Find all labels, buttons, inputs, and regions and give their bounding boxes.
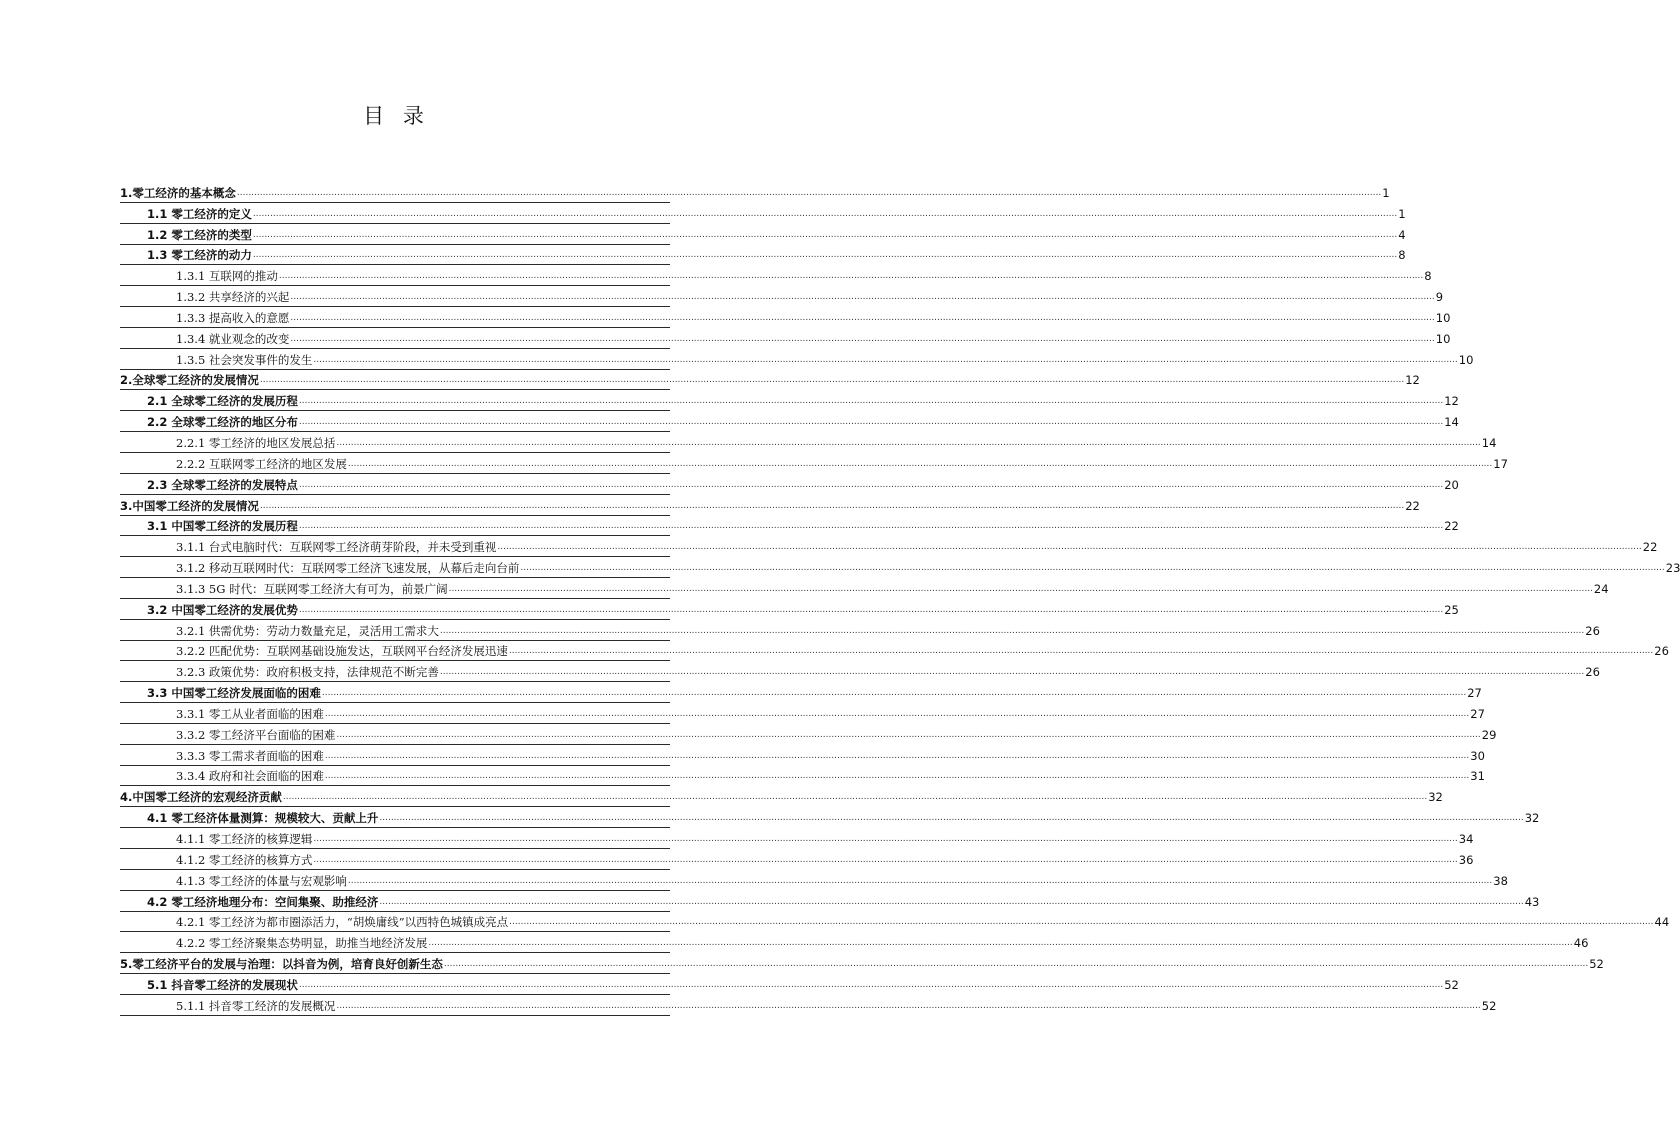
toc-leader-dots: ................................................................................................................................................................................................................................................................................................................................................................................................................ [290, 292, 1435, 303]
toc-entry-title: 5.1 抖音零工经济的发展现状 [147, 977, 298, 992]
toc-entry-title: 5.零工经济平台的发展与治理：以抖音为例，培育良好创新生态 [120, 957, 443, 972]
toc-entry[interactable] [120, 807, 1540, 828]
toc-leader-dots: ................................................................................................................................................................................................................................................................................................................................................................................................................ [313, 354, 1458, 365]
toc-entry[interactable] [120, 828, 1474, 849]
toc-entry[interactable] [120, 245, 1406, 266]
toc-leader-dots: ................................................................................................................................................................................................................................................................................................................................................................................................................ [252, 229, 1398, 240]
toc-entry[interactable] [120, 265, 1432, 286]
toc-entry[interactable] [120, 516, 1459, 537]
toc-entry-title: 4.1.1 零工经济的核算逻辑 [176, 832, 313, 846]
toc-leader-dots: ................................................................................................................................................................................................................................................................................................................................................................................................................ [298, 479, 1444, 490]
toc-leader-dots: ................................................................................................................................................................................................................................................................................................................................................................................................................ [259, 375, 1405, 386]
toc-entry[interactable] [120, 661, 1600, 682]
toc-entry[interactable] [120, 620, 1600, 641]
toc-page-number: 4 [1398, 227, 1406, 242]
toc-page-number: 32 [1524, 811, 1540, 826]
toc-page-number: 27 [1467, 686, 1482, 701]
toc-page-number: 30 [1470, 748, 1485, 763]
toc-leader-dots: ................................................................................................................................................................................................................................................................................................................................................................................................................ [298, 396, 1444, 407]
toc-leader-dots: ................................................................................................................................................................................................................................................................................................................................................................................................................ [379, 813, 1524, 824]
toc-page-number: 14 [1481, 435, 1497, 450]
toc-entry[interactable] [120, 724, 1497, 745]
toc-entry-title: 4.中国零工经济的宏观经济贡献 [120, 790, 282, 805]
toc-page-number: 34 [1458, 832, 1474, 846]
toc-page-number: 8 [1398, 248, 1406, 263]
toc-page-number: 36 [1458, 852, 1474, 867]
table-of-contents [120, 182, 1680, 1016]
toc-leader-dots: ................................................................................................................................................................................................................................................................................................................................................................................................................ [443, 959, 1589, 970]
toc-leader-dots: ................................................................................................................................................................................................................................................................................................................................................................................................................ [282, 792, 1428, 803]
toc-entry-title: 3.3.4 政府和社会面临的困难 [176, 769, 324, 784]
toc-page-number: 20 [1444, 477, 1459, 492]
toc-entry[interactable] [120, 203, 1406, 224]
toc-page-number: 46 [1573, 936, 1589, 951]
toc-entry-title: 3.3.2 零工经济平台面临的困难 [176, 727, 336, 742]
toc-entry[interactable] [120, 682, 1482, 703]
toc-leader-dots: ................................................................................................................................................................................................................................................................................................................................................................................................................ [520, 563, 1665, 574]
toc-entry[interactable] [120, 474, 1459, 495]
toc-page-number: 26 [1585, 623, 1600, 638]
toc-page-number: 38 [1493, 873, 1508, 888]
toc-entry-title: 3.3.3 零工需求者面临的困难 [176, 748, 324, 763]
toc-entry[interactable] [120, 390, 1459, 411]
toc-entry[interactable] [120, 453, 1508, 474]
toc-leader-dots: ................................................................................................................................................................................................................................................................................................................................................................................................................ [252, 250, 1398, 261]
toc-page-number: 22 [1405, 498, 1420, 513]
toc-entry-title: 1.3.2 共享经济的兴起 [176, 290, 290, 305]
toc-entry[interactable] [120, 786, 1443, 807]
toc-leader-dots: ................................................................................................................................................................................................................................................................................................................................................................................................................ [347, 458, 1493, 469]
toc-leader-dots: ................................................................................................................................................................................................................................................................................................................................................................................................................ [336, 729, 1481, 740]
toc-leader-dots: ................................................................................................................................................................................................................................................................................................................................................................................................................ [439, 625, 1585, 636]
toc-page-number: 29 [1481, 727, 1497, 742]
toc-page-number: 52 [1444, 977, 1459, 992]
toc-page-number: 1 [1382, 185, 1390, 200]
toc-entry-title: 1.3.4 就业观念的改变 [176, 331, 290, 346]
toc-entry[interactable] [120, 599, 1459, 620]
toc-leader-dots: ................................................................................................................................................................................................................................................................................................................................................................................................................ [439, 667, 1585, 678]
toc-leader-dots: ................................................................................................................................................................................................................................................................................................................................................................................................................ [324, 750, 1470, 761]
toc-page-number: 43 [1524, 894, 1540, 909]
toc-entry-title: 4.1.3 零工经济的体量与宏观影响 [176, 873, 347, 888]
toc-entry[interactable] [120, 974, 1459, 995]
toc-page-number: 26 [1654, 644, 1669, 659]
toc-entry-title: 2.2.2 互联网零工经济的地区发展 [176, 456, 347, 471]
toc-page-number: 8 [1424, 269, 1432, 284]
toc-entry-title: 2.2.1 零工经济的地区发展总括 [176, 435, 336, 450]
toc-page-number: 12 [1444, 394, 1459, 409]
toc-page-number: 10 [1435, 331, 1451, 346]
toc-entry[interactable] [120, 370, 1420, 391]
toc-page-number: 31 [1470, 769, 1485, 784]
toc-entry-title: 4.1 零工经济体量测算：规模较大、贡献上升 [147, 811, 379, 826]
toc-leader-dots: ................................................................................................................................................................................................................................................................................................................................................................................................................ [509, 917, 1654, 928]
toc-leader-dots: ................................................................................................................................................................................................................................................................................................................................................................................................................ [379, 896, 1524, 907]
toc-entry[interactable] [120, 286, 1444, 307]
toc-entry-title: 3.2.2 匹配优势：互联网基础设施发达，互联网平台经济发展迅速 [176, 644, 508, 659]
toc-leader-dots: ................................................................................................................................................................................................................................................................................................................................................................................................................ [259, 500, 1405, 511]
toc-page-number: 27 [1470, 706, 1485, 721]
toc-entry-title: 4.2.2 零工经济聚集态势明显，助推当地经济发展 [176, 936, 428, 951]
toc-leader-dots: ................................................................................................................................................................................................................................................................................................................................................................................................................ [428, 938, 1573, 949]
toc-page-number: 1 [1398, 206, 1406, 221]
toc-leader-dots: ................................................................................................................................................................................................................................................................................................................................................................................................................ [324, 771, 1470, 782]
toc-page-number: 14 [1444, 415, 1459, 430]
toc-leader-dots: ................................................................................................................................................................................................................................................................................................................................................................................................................ [508, 646, 1654, 657]
toc-entry[interactable] [120, 307, 1451, 328]
toc-page-number: 32 [1428, 790, 1443, 805]
toc-leader-dots: ................................................................................................................................................................................................................................................................................................................................................................................................................ [252, 208, 1398, 219]
toc-entry[interactable] [120, 557, 1680, 578]
toc-page-number: 12 [1405, 373, 1420, 388]
toc-leader-dots: ................................................................................................................................................................................................................................................................................................................................................................................................................ [321, 688, 1467, 699]
toc-page-number: 22 [1444, 519, 1459, 534]
toc-entry-title: 2.3 全球零工经济的发展特点 [147, 477, 298, 492]
toc-entry-title: 3.3.1 零工从业者面临的困难 [176, 706, 324, 721]
toc-page-number: 52 [1589, 957, 1604, 972]
toc-entry-title: 3.1.3 5G 时代：互联网零工经济大有可为，前景广阔 [176, 581, 448, 596]
toc-page-number: 44 [1654, 915, 1670, 930]
toc-entry-title: 3.3 中国零工经济发展面临的困难 [147, 686, 321, 701]
toc-entry[interactable] [120, 766, 1485, 787]
toc-entry[interactable] [120, 932, 1589, 953]
toc-entry[interactable] [120, 849, 1474, 870]
toc-entry-title: 3.1.2 移动互联网时代：互联网零工经济飞速发展，从幕后走向台前 [176, 561, 520, 576]
toc-entry-title: 3.2.3 政策优势：政府积极支持，法律规范不断完善 [176, 665, 439, 680]
toc-leader-dots: ................................................................................................................................................................................................................................................................................................................................................................................................................ [313, 854, 1458, 865]
toc-entry[interactable] [120, 182, 1390, 203]
toc-entry-title: 2.全球零工经济的发展情况 [120, 373, 259, 388]
toc-entry[interactable] [120, 328, 1451, 349]
toc-leader-dots: ................................................................................................................................................................................................................................................................................................................................................................................................................ [336, 1000, 1481, 1011]
toc-page-number: 52 [1481, 998, 1497, 1013]
toc-page-number: 26 [1585, 665, 1600, 680]
toc-entry-title: 4.2.1 零工经济为都市圈添活力，“胡焕庸线”以西特色城镇成亮点 [176, 915, 509, 930]
toc-entry[interactable] [120, 870, 1508, 891]
toc-leader-dots: ................................................................................................................................................................................................................................................................................................................................................................................................................ [298, 521, 1444, 532]
toc-entry[interactable] [120, 641, 1669, 662]
toc-entry-title: 4.1.2 零工经济的核算方式 [176, 852, 313, 867]
toc-page-number: 25 [1444, 602, 1459, 617]
toc-leader-dots: ................................................................................................................................................................................................................................................................................................................................................................................................................ [497, 542, 1642, 553]
toc-entry[interactable] [120, 912, 1670, 933]
toc-entry-title: 2.2 全球零工经济的地区分布 [147, 415, 298, 430]
toc-leader-dots: ................................................................................................................................................................................................................................................................................................................................................................................................................ [448, 583, 1593, 594]
toc-page-number: 23 [1665, 561, 1680, 576]
toc-entry[interactable] [120, 411, 1459, 432]
toc-page-number: 17 [1493, 456, 1508, 471]
toc-leader-dots: ................................................................................................................................................................................................................................................................................................................................................................................................................ [298, 604, 1444, 615]
toc-leader-dots: ................................................................................................................................................................................................................................................................................................................................................................................................................ [313, 834, 1458, 844]
toc-entry[interactable] [120, 349, 1474, 370]
toc-entry[interactable] [120, 536, 1658, 557]
toc-entry-title: 3.1.1 台式电脑时代：互联网零工经济萌芽阶段，并未受到重视 [176, 540, 497, 555]
toc-entry[interactable] [120, 224, 1406, 245]
toc-leader-dots: ................................................................................................................................................................................................................................................................................................................................................................................................................ [290, 312, 1435, 323]
toc-leader-dots: ................................................................................................................................................................................................................................................................................................................................................................................................................ [324, 708, 1470, 719]
toc-page-number: 10 [1458, 352, 1474, 367]
toc-entry[interactable] [120, 891, 1540, 912]
toc-entry-title: 2.1 全球零工经济的发展历程 [147, 394, 298, 409]
toc-entry-title: 1.2 零工经济的类型 [147, 227, 252, 242]
toc-leader-dots: ................................................................................................................................................................................................................................................................................................................................................................................................................ [236, 187, 1382, 198]
toc-entry[interactable] [120, 995, 1497, 1016]
toc-entry[interactable] [120, 953, 1604, 974]
toc-leader-dots: ................................................................................................................................................................................................................................................................................................................................................................................................................ [298, 979, 1444, 990]
toc-entry[interactable] [120, 703, 1485, 724]
toc-page-number: 24 [1593, 581, 1609, 596]
toc-entry-title: 1.3 零工经济的动力 [147, 248, 252, 263]
toc-entry-title: 1.1 零工经济的定义 [147, 206, 252, 221]
toc-entry-title: 4.2 零工经济地理分布：空间集聚、助推经济 [147, 894, 379, 909]
toc-entry-title: 3.2.1 供需优势：劳动力数量充足，灵活用工需求大 [176, 623, 439, 638]
toc-leader-dots: ................................................................................................................................................................................................................................................................................................................................................................................................................ [347, 875, 1493, 886]
toc-entry-title: 1.3.5 社会突发事件的发生 [176, 352, 313, 367]
toc-entry[interactable] [120, 745, 1485, 766]
toc-entry-title: 1.3.3 提高收入的意愿 [176, 310, 290, 325]
toc-entry-title: 1.零工经济的基本概念 [120, 185, 236, 200]
toc-entry[interactable] [120, 495, 1420, 516]
toc-entry-title: 5.1.1 抖音零工经济的发展概况 [176, 998, 336, 1013]
toc-leader-dots: ................................................................................................................................................................................................................................................................................................................................................................................................................ [298, 417, 1444, 428]
toc-entry[interactable] [120, 578, 1609, 599]
toc-leader-dots: ................................................................................................................................................................................................................................................................................................................................................................................................................ [290, 333, 1435, 344]
toc-page-number: 10 [1435, 310, 1451, 325]
toc-leader-dots: ................................................................................................................................................................................................................................................................................................................................................................................................................ [278, 271, 1424, 282]
toc-entry-title: 3.中国零工经济的发展情况 [120, 498, 259, 513]
page-title: 目 录 [363, 104, 430, 128]
toc-page-number: 22 [1642, 540, 1658, 555]
toc-entry-title: 1.3.1 互联网的推动 [176, 269, 278, 284]
toc-leader-dots: ................................................................................................................................................................................................................................................................................................................................................................................................................ [336, 437, 1481, 448]
toc-entry-title: 3.2 中国零工经济的发展优势 [147, 602, 298, 617]
toc-entry-title: 3.1 中国零工经济的发展历程 [147, 519, 298, 534]
toc-page-number: 9 [1435, 290, 1444, 305]
toc-entry[interactable] [120, 432, 1497, 453]
